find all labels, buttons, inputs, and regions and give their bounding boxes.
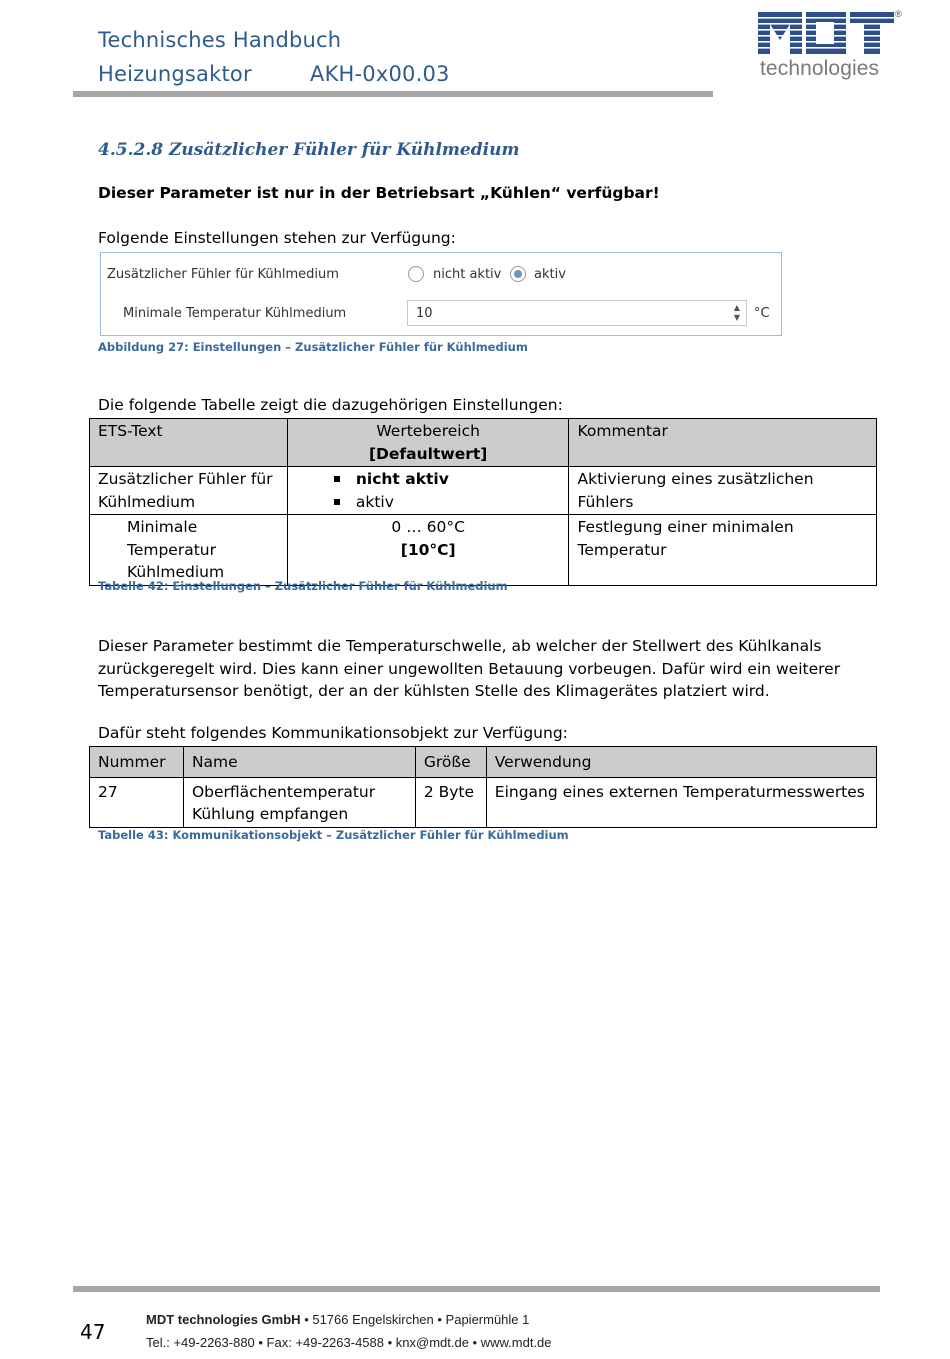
cell-ets bbox=[90, 515, 288, 586]
header-model: AKH-0x00.03 bbox=[310, 62, 450, 86]
header-product: Heizungsaktor bbox=[98, 62, 252, 86]
col-name: Name bbox=[183, 747, 415, 778]
footer-address: • 51766 Engelskirchen • Papiermühle 1 bbox=[304, 1312, 530, 1327]
cell-range bbox=[287, 467, 569, 515]
col-default-label: [Defaultwert] bbox=[368, 444, 488, 463]
table1-intro: Die folgende Tabelle zeigt die dazugehörigen Einstellungen: bbox=[98, 396, 563, 414]
min-temp-input[interactable] bbox=[407, 300, 747, 326]
settings-panel bbox=[100, 252, 782, 336]
cell-text: Kühlmedium bbox=[98, 492, 196, 511]
radio-aktiv[interactable] bbox=[510, 266, 526, 282]
min-temp-unit: °C bbox=[754, 306, 770, 321]
paragraph-line: Temperatursensor benötigt, der an der kühlsten Stelle des Klimagerätes platziert wird. bbox=[98, 682, 770, 700]
footer-line1 bbox=[146, 1312, 529, 1327]
cell-comment: Aktivierung eines zusätzlichen Fühlers bbox=[569, 467, 877, 515]
settings-intro: Folgende Einstellungen stehen zur Verfügung: bbox=[98, 229, 456, 247]
table1-caption: Tabelle 42: Einstellungen – Zusätzlicher Fühler für Kühlmedium bbox=[98, 579, 508, 593]
table-row bbox=[90, 467, 877, 515]
cell-text: Kühlmedium bbox=[127, 563, 225, 581]
cell-range bbox=[287, 515, 569, 586]
cell-text: Zusätzlicher Fühler für bbox=[98, 470, 273, 488]
mdt-logo bbox=[758, 10, 894, 56]
setting-label-min-temp: Minimale Temperatur Kühlmedium bbox=[123, 306, 347, 321]
cell-text: Temperatur bbox=[577, 540, 667, 559]
range-value: 0 … 60°C bbox=[391, 518, 465, 536]
col-wertebereich-label: Wertebereich bbox=[376, 422, 480, 440]
setting-label-sensor: Zusätzlicher Fühler für Kühlmedium bbox=[107, 267, 339, 282]
radio-label-nicht-aktiv: nicht aktiv bbox=[433, 267, 502, 282]
cell-text: Festlegung einer minimalen bbox=[577, 518, 794, 536]
col-verwendung: Verwendung bbox=[486, 747, 876, 778]
cell-text: Temperatur bbox=[127, 540, 216, 559]
table-row bbox=[90, 777, 877, 827]
cell-name bbox=[183, 777, 415, 827]
table-row bbox=[90, 419, 877, 467]
cell-use: Eingang eines externen Temperaturmesswertes bbox=[486, 777, 876, 827]
page-number: 47 bbox=[80, 1320, 106, 1344]
radio-nicht-aktiv[interactable] bbox=[408, 266, 424, 282]
description-paragraph bbox=[98, 635, 840, 703]
footer-company: MDT technologies GmbH bbox=[146, 1312, 301, 1327]
cell-ets bbox=[90, 467, 288, 515]
cell-comment bbox=[569, 515, 877, 586]
col-groesse: Größe bbox=[415, 747, 486, 778]
default-value: [10°C] bbox=[400, 540, 456, 559]
header-rule bbox=[73, 91, 713, 97]
footer-rule bbox=[73, 1286, 880, 1292]
cell-number: 27 bbox=[90, 777, 184, 827]
min-temp-value: 10 bbox=[416, 306, 433, 321]
comm-object-table bbox=[89, 746, 877, 828]
paragraph-line: zurückgeregelt wird. Dies kann einer ungewollten Betauung vorbeugen. Dafür wird ein weiterer bbox=[98, 659, 841, 678]
option-nicht-aktiv: nicht aktiv bbox=[328, 468, 561, 491]
section-heading: 4.5.2.8 Zusätzlicher Fühler für Kühlmedium bbox=[98, 140, 520, 160]
radio-label-aktiv: aktiv bbox=[534, 267, 566, 282]
paragraph-line: Dieser Parameter bestimmt die Temperaturschwelle, ab welcher der Stellwert des Kühlkanals bbox=[98, 637, 822, 655]
table-row bbox=[90, 747, 877, 778]
col-wertebereich bbox=[287, 419, 569, 467]
settings-table bbox=[89, 418, 877, 586]
logo-subtitle: technologies bbox=[760, 57, 880, 80]
availability-note: Dieser Parameter ist nur in der Betriebsart „Kühlen“ verfügbar! bbox=[98, 184, 660, 202]
figure-caption: Abbildung 27: Einstellungen – Zusätzlicher Fühler für Kühlmedium bbox=[98, 340, 528, 354]
header-title: Technisches Handbuch bbox=[98, 28, 342, 52]
footer-contact: Tel.: +49-2263-880 • Fax: +49-2263-4588 • knx@mdt.de • www.mdt.de bbox=[146, 1335, 552, 1350]
spinner-arrows-icon[interactable]: ▲ ▼ bbox=[733, 303, 740, 322]
col-kommentar: Kommentar bbox=[569, 419, 877, 467]
cell-text: Kühlung empfangen bbox=[191, 805, 349, 823]
table-row bbox=[90, 515, 877, 586]
cell-size: 2 Byte bbox=[415, 777, 486, 827]
cell-text: Minimale bbox=[127, 518, 198, 536]
cell-text: Oberflächentemperatur bbox=[191, 782, 376, 801]
logo-registered: ® bbox=[895, 9, 902, 19]
option-aktiv: aktiv bbox=[328, 491, 561, 514]
col-nummer: Nummer bbox=[90, 747, 184, 778]
col-ets-text: ETS-Text bbox=[90, 419, 288, 467]
table2-caption: Tabelle 43: Kommunikationsobjekt – Zusätzlicher Fühler für Kühlmedium bbox=[98, 828, 569, 842]
table2-intro: Dafür steht folgendes Kommunikationsobjekt zur Verfügung: bbox=[98, 724, 568, 742]
